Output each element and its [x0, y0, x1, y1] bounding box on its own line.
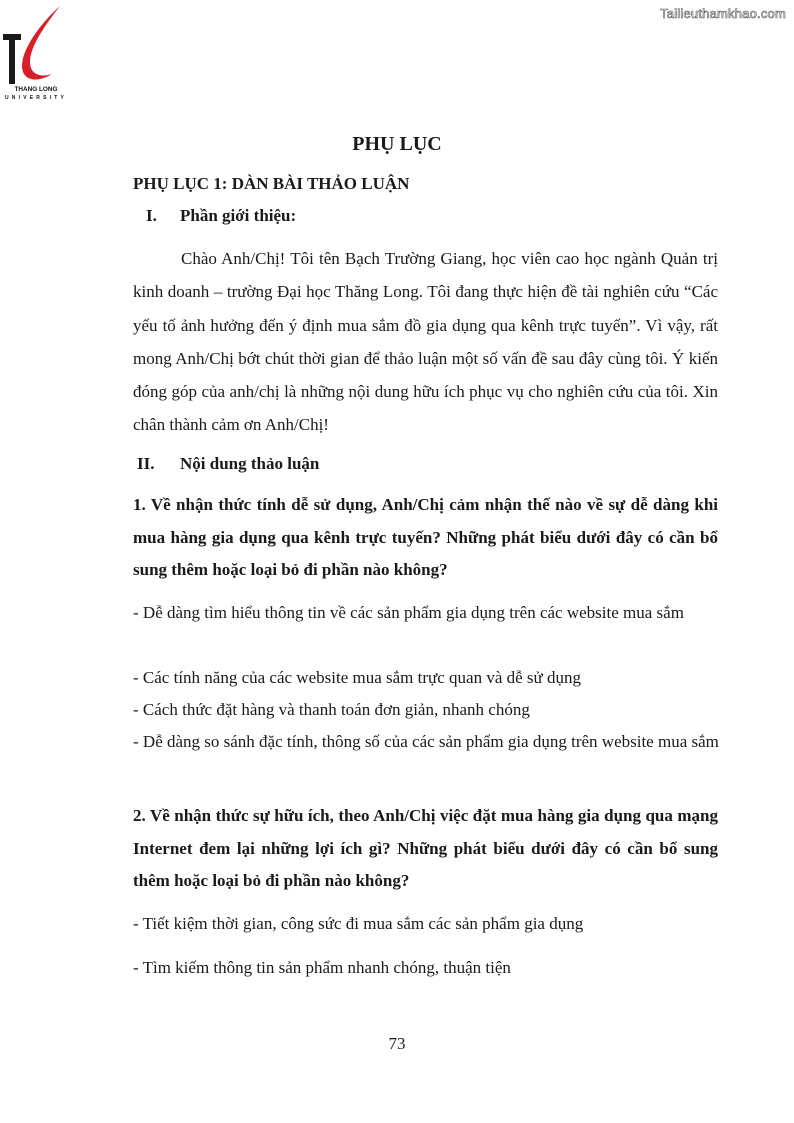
university-name: THANG LONG	[14, 86, 58, 93]
list-item: - Cách thức đặt hàng và thanh toán đơn giản, nhanh chóng	[133, 700, 530, 719]
list-item: - Dễ dàng so sánh đặc tính, thông số của các sản phẩm gia dụng trên website mua sắm	[133, 732, 719, 751]
list-item: - Các tính năng của các website mua sắm trực quan và dễ sử dụng	[133, 668, 582, 687]
watermark-text: Tailieuthamkhao.com	[660, 6, 786, 21]
section-heading-intro	[146, 206, 296, 226]
university-logo-mark	[0, 4, 74, 88]
list-item: - Tiết kiệm thời gian, công sức đi mua sắm các sản phẩm gia dụng	[133, 914, 584, 933]
section-number: I.	[146, 206, 157, 225]
section-number: II.	[137, 454, 155, 473]
university-logo	[0, 4, 74, 104]
page-title: PHỤ LỤC	[352, 133, 442, 155]
question-2: 2. Về nhận thức sự hữu ích, theo Anh/Chị việc đặt mua hàng gia dụng qua mạng Internet đem lại những lợi ích gì? Những phát biểu dưới đây có cần bổ sung thêm hoặc loại bỏ đi phần nào không?	[133, 806, 718, 890]
university-sub: UNIVERSITY	[4, 95, 67, 101]
section-heading-content	[137, 454, 319, 474]
appendix-title: PHỤ LỤC 1: DÀN BÀI THẢO LUẬN	[133, 174, 410, 193]
list-item: - Dễ dàng tìm hiểu thông tin về các sản phẩm gia dụng trên các website mua sắm	[133, 603, 684, 622]
list-item: - Tìm kiếm thông tin sản phẩm nhanh chóng, thuận tiện	[133, 958, 511, 977]
page-number: 73	[388, 1034, 406, 1053]
section-title: Nội dung thảo luận	[180, 454, 320, 473]
intro-paragraph: Chào Anh/Chị! Tôi tên Bạch Trường Giang, học viên cao học ngành Quản trị kinh doanh – trường Đại học Thăng Long. Tôi đang thực hiện đề tài nghiên cứu “Các yếu tố ảnh hưởng đến ý định mua sắm đồ gia dụng qua kênh trực tuyến”. Vì vậy, rất mong Anh/Chị bớt chút thời gian để thảo luận một số vấn đề sau đây cùng tôi. Ý kiến đóng góp của anh/chị là những nội dung hữu ích phục vụ cho nghiên cứu của tôi. Xin chân thành cảm ơn Anh/Chị!	[133, 249, 718, 435]
question-1: 1. Về nhận thức tính dễ sử dụng, Anh/Chị cảm nhận thế nào về sự dễ dàng khi mua hàng gia dụng qua kênh trực tuyến? Những phát biểu dưới đây có cần bổ sung thêm hoặc loại bỏ đi phần nào không?	[133, 495, 718, 579]
section-title: Phần giới thiệu:	[180, 206, 297, 225]
